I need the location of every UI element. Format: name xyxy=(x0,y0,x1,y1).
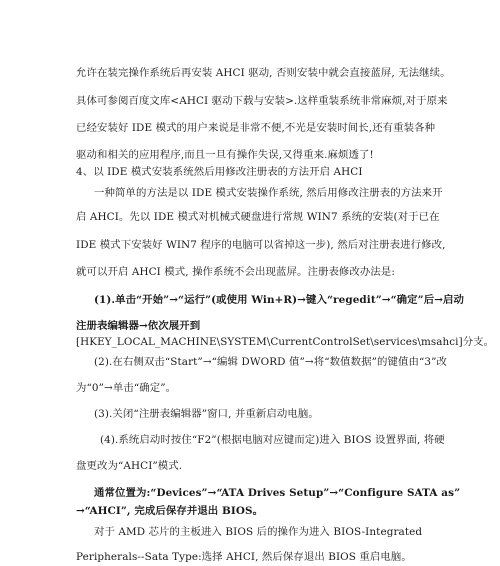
bios-location-line-1: 通常位置为:“Devices”→“ATA Drives Setup”→“Configure SATA as” xyxy=(94,487,461,499)
step-2-line-2: 为“0”→单击“确定”。 xyxy=(76,382,177,394)
step-2-line-1: (2).在右侧双击“Start”→“编辑 DWORD 值”→将“数值数据”的键值由“3”改 xyxy=(94,356,447,368)
step-1-line-2: 注册表编辑器→依次展开到 xyxy=(76,320,201,332)
paragraph-line-2: 具体可参阅百度文库<AHCI 驱动下载与安装>.这样重装系统非常麻烦,对于原来 xyxy=(76,95,448,107)
amd-note-line-1: 对于 AMD 芯片的主板进入 BIOS 后的操作为进入 BIOS-Integrated xyxy=(94,526,423,538)
step-3-line: (3).关闭“注册表编辑器”窗口, 并重新启动电脑。 xyxy=(94,408,319,420)
section-heading-4: 4、以 IDE 模式安装系统然后用修改注册表的方法开启 AHCI xyxy=(76,166,363,178)
paragraph-line-3: 已经安装好 IDE 模式的用户来说是非常不便,不光是安装时间长,还有重装各种 xyxy=(76,122,436,134)
amd-note-line-2: Peripherals--Sata Type:选择 AHCI, 然后保存退出 BIOS 重启电脑。 xyxy=(76,551,412,563)
paragraph-line-5: 一种简单的方法是以 IDE 模式安装操作系统, 然后用修改注册表的方法来开 xyxy=(94,187,443,199)
paragraph-line-8: 就可以开启 AHCI 模式, 操作系统不会出现蓝屏。注册表修改办法是: xyxy=(76,266,395,278)
paragraph-line-1: 允许在装完操作系统后再安装 AHCI 驱动, 否则安装中就会直接蓝屏, 无法继续。 xyxy=(76,67,451,79)
step-1-line-1: (1).单击“开始”→“运行”(或使用 Win+R)→键入“regedit”→“确定”后→启动 xyxy=(94,294,465,306)
paragraph-line-4: 驱动和相关的应用程序,而且一旦有操作失误,又得重来.麻烦透了! xyxy=(76,149,374,161)
step-4-line-1: (4).系统启动时按住“F2”(根据电脑对应键而定)进入 BIOS 设置界面, 将硬 xyxy=(100,434,445,446)
bios-location-line-2: →“AHCI”, 完成后保存并退出 BIOS。 xyxy=(76,505,264,517)
registry-path: [HKEY_LOCAL_MACHINE\SYSTEM\CurrentControlSet\services\msahci]分支。 xyxy=(76,336,495,348)
paragraph-line-6: 启 AHCI。先以 IDE 模式对机械式硬盘进行常规 WIN7 系统的安装(对于已在 xyxy=(76,211,440,223)
paragraph-line-7: IDE 模式下安装好 WIN7 程序的电脑可以省掉这一步), 然后对注册表进行修改, xyxy=(76,239,446,251)
step-4-line-2: 盘更改为“AHCI”模式. xyxy=(76,460,183,472)
